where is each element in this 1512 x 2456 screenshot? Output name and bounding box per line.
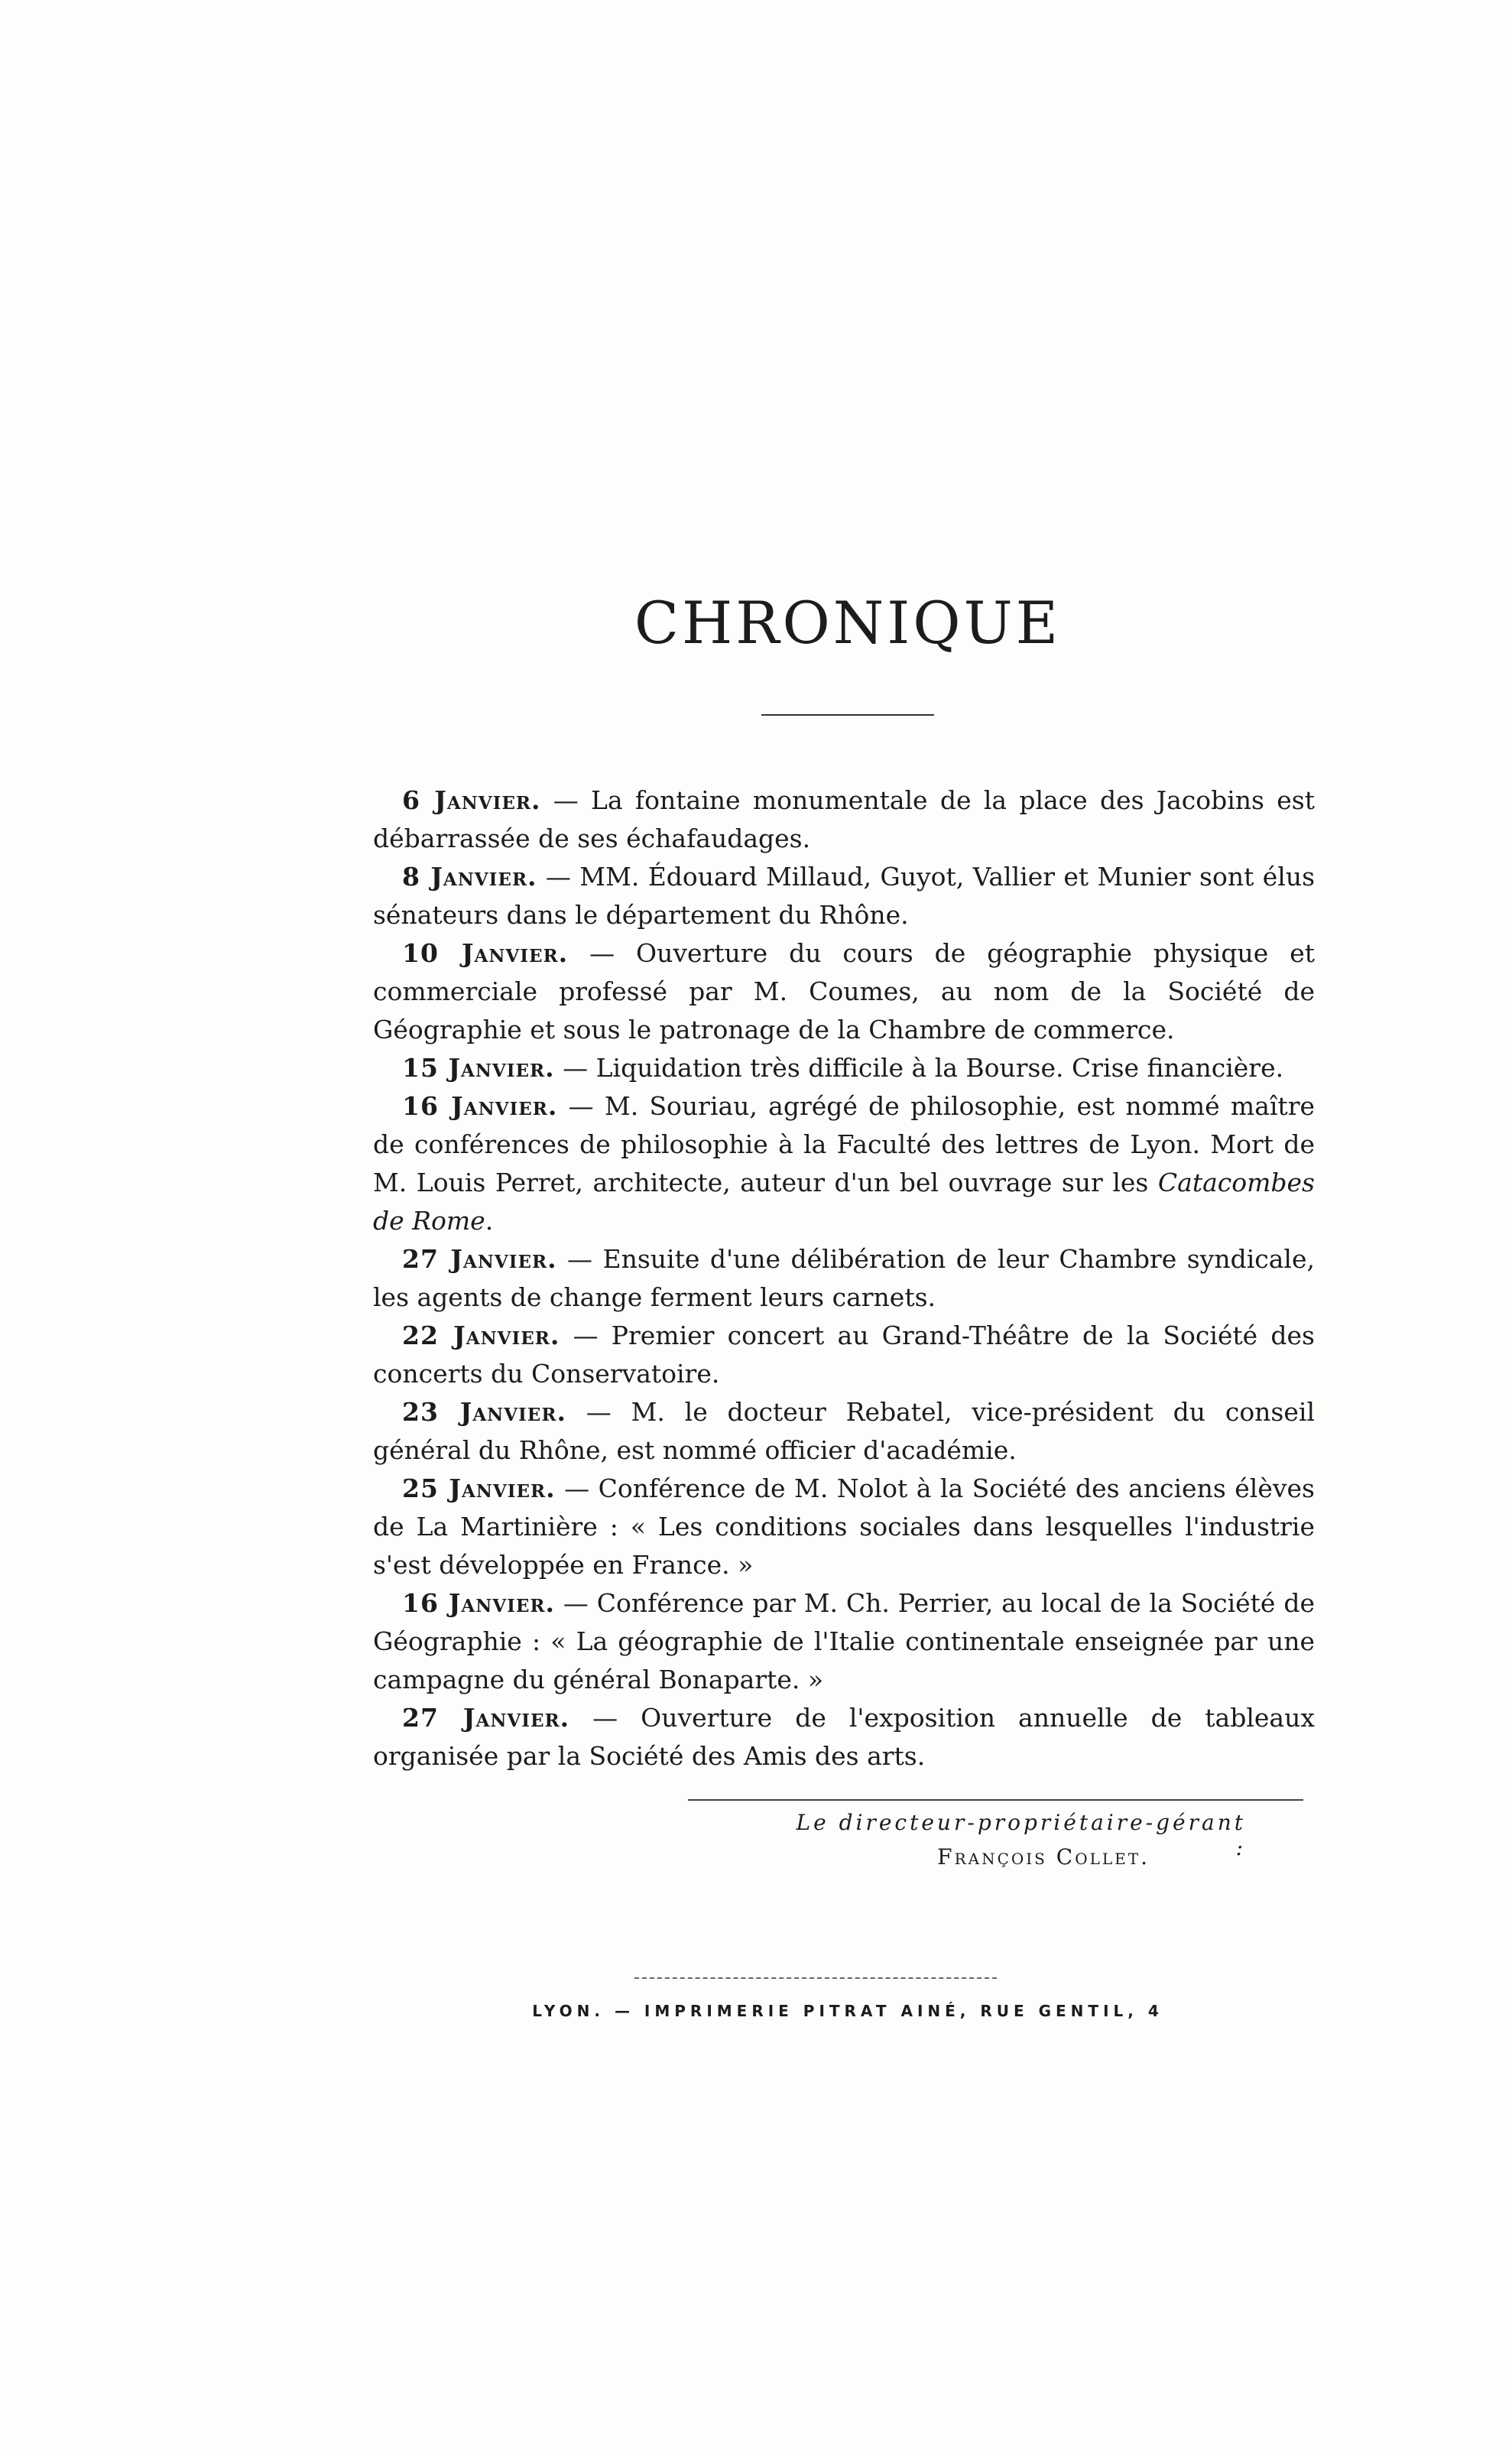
entry-text-after: .	[485, 1206, 494, 1236]
signature-label: Le directeur-propriétaire-gérant :	[796, 1810, 1246, 1860]
entry-emphasis: Catacombes de Rome	[373, 1168, 1315, 1236]
chronicle-entry	[373, 858, 1315, 934]
chronicle-entry	[373, 1393, 1315, 1470]
title-divider	[761, 714, 934, 716]
signature-name: François Collet.	[937, 1844, 1150, 1870]
imprint-divider	[634, 1977, 997, 1979]
entry-date: 22 Janvier.	[402, 1321, 560, 1350]
entry-text: — Ouverture du cours de géographie physique et commerciale professé par M. Coumes, au nom de la Société de Géographie et sous le patronage de la Chambre de commerce.	[373, 938, 1315, 1044]
chronicle-entry	[373, 1584, 1315, 1699]
signature-divider	[688, 1799, 1303, 1801]
chronicle-entry	[373, 1087, 1315, 1240]
entry-text: — Conférence par M. Ch. Perrier, au local de la Société de Géographie : « La géographie de l'Italie continentale enseignée par une campagne du général Bonaparte. »	[373, 1588, 1315, 1694]
page-title: CHRONIQUE	[634, 589, 1062, 657]
entry-date: 10 Janvier.	[402, 938, 569, 968]
entry-text: — Liquidation très difficile à la Bourse. Crise financière.	[563, 1053, 1284, 1083]
entry-text: — La fontaine monumentale de la place des Jacobins est débarrassée de ses échafaudages.	[373, 785, 1315, 853]
entry-text: — Premier concert au Grand-Théâtre de la Société des concerts du Conservatoire.	[373, 1321, 1315, 1389]
chronicle-entry	[373, 1470, 1315, 1584]
chronicle-entry	[373, 1049, 1315, 1087]
entry-date: 8 Janvier.	[402, 862, 537, 892]
entry-date: 25 Janvier.	[402, 1473, 556, 1503]
entry-text: — Conférence de M. Nolot à la Société des anciens élèves de La Martinière : « Les conditions sociales dans lesquelles l'industrie s'est développée en France. »	[373, 1473, 1315, 1580]
chronicle-entry	[373, 781, 1315, 858]
chronicle-entries	[373, 781, 1315, 1775]
entry-date: 27 Janvier.	[402, 1244, 557, 1274]
entry-date: 16 Janvier.	[402, 1091, 558, 1121]
entry-date: 16 Janvier.	[402, 1588, 556, 1618]
entry-date: 27 Janvier.	[402, 1703, 570, 1733]
printer-imprint: LYON. — IMPRIMERIE PITRAT AINÉ, RUE GENTIL, 4	[532, 2002, 1163, 2020]
chronicle-entry	[373, 1699, 1315, 1775]
chronicle-entry	[373, 934, 1315, 1049]
entry-date: 23 Janvier.	[402, 1397, 566, 1427]
entry-text: — M. le docteur Rebatel, vice-président du conseil général du Rhône, est nommé officier d'académie.	[373, 1397, 1316, 1465]
entry-date: 15 Janvier.	[402, 1053, 555, 1083]
entry-text: — Ouverture de l'exposition annuelle de tableaux organisée par la Société des Amis des arts.	[373, 1703, 1315, 1771]
entry-text: — M. Souriau, agrégé de philosophie, est nommé maître de conférences de philosophie à la Faculté des lettres de Lyon. Mort de M. Louis Perret, architecte, auteur d'un bel ouvrage sur les	[373, 1091, 1315, 1197]
chronicle-entry	[373, 1240, 1315, 1317]
entry-date: 6 Janvier.	[402, 785, 541, 815]
chronicle-entry	[373, 1317, 1315, 1393]
entry-text: — MM. Édouard Millaud, Guyot, Vallier et Munier sont élus sénateurs dans le département du Rhône.	[373, 862, 1316, 930]
entry-text: — Ensuite d'une délibération de leur Chambre syndicale, les agents de change ferment leurs carnets.	[373, 1244, 1315, 1312]
